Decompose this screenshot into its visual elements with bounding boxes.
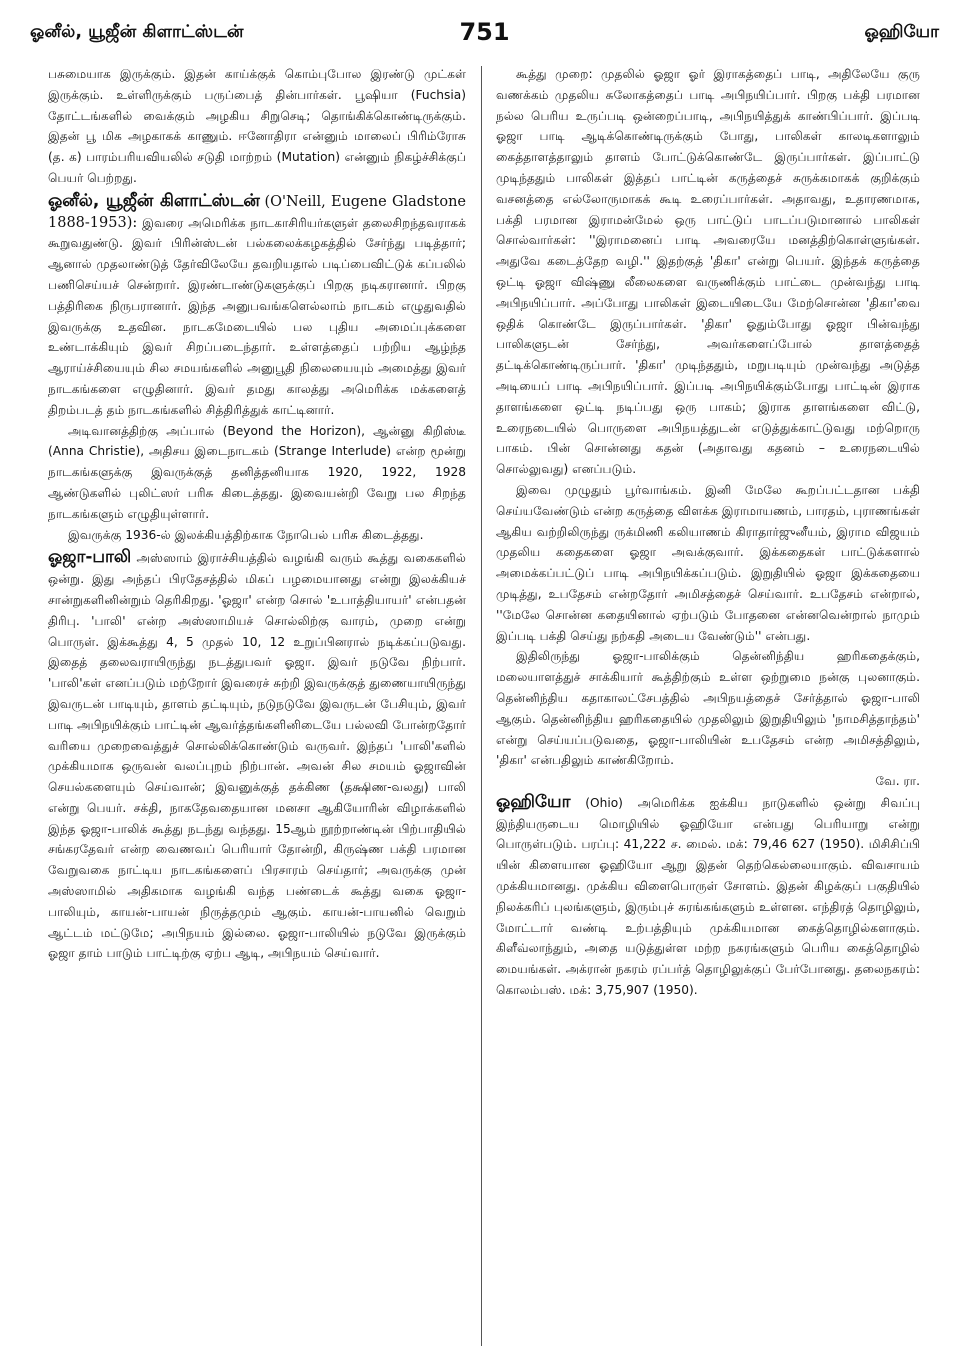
oneill-latin-name: (O'Neill, Eugene Gladstone 1888-1953): <box>48 193 466 231</box>
page-number: 751 <box>459 18 510 46</box>
page-header <box>30 18 939 48</box>
comparison-paragraph: இதிலிருந்து ஓஜா-பாலிக்கும் தென்னிந்திய ஹரிகதைக்கும், மலையாளத்துச் சாக்கியார் கூத்திற்கும் உள்ள ஒற்றுமை நன்கு புலனாகும். தென்னிந்திய கதாகாலட்சேபத்தில் அபிநயத்தைச் சேர்த்தால் ஓஜா-பாலி ஆகும். தென்னிந்திய ஹரிகதையில் முதலிலும் இறுதியிலும் 'நாமசித்தாந்தம்' என்று செய்யப்படுவதை, ஓஜா-பாலியின் உபதேசம் என்ற அமிசத்திலும், 'திகா' என்பதிலும் காண்கிறோம். <box>496 649 920 768</box>
author-signature: வே. ரா. <box>875 774 920 789</box>
header-right-guide-word: ஓஹியோ <box>864 22 939 42</box>
oneill-nobel-paragraph: இவருக்கு 1936-ல் இலக்கியத்திற்காக நோபெல் பரிசு கிடைத்தது. <box>68 527 424 542</box>
ojapali-text: அஸ்ஸாம் இராச்சியத்தில் வழங்கி வரும் கூத்து வகைகளில் ஒன்று. இது அந்தப் பிரதேசத்தில் மிகப் பழமையானது என்று இலக்கியச் சான்றுகளினின்றும் தெரிகிறது. 'ஓஜா' என்ற சொல் 'உபாத்தியாயர்' என்பதன் திரிபு. 'பாலி' என்ற அஸ்ஸாமியச் சொல்லிற்கு வாரம், முறை என்று பொருள். இக்கூத்து 4, 5 முதல் 10, 12 உறுப்பினரால் நடிக்கப்படுவது. இதைத் தலைவராயிருந்து நடத்துபவர் ஓஜா. இவர் நடுவே நிற்பார். 'பாலி'கள் எனப்படும் மற்றோர் இவரைச் சுற்றி இவருக்குத் துணையாயிருந்து இவருடன் பாடியும், தாளம் தட்டியும், நடுநடுவே இவருடன் பேசியும், இவர் பாடி அபிநயிக்கும் பாட்டின் ஆவர்த்தங்களினிடையே பல்லவி போன்றதோர் வரியை முறைவைத்துச் சொல்லிக்கொண்டும் வருவர். இந்தப் 'பாலி'களில் முக்கியமாக ஒருவன் வலப்புறம் நிற்பான். அவன் சில சமயம் ஓஜாவின் செயல்களையும் செய்வான்; இவனுக்குத் தக்கிண (தக்ஷிண-வலது) பாலி என்று பெயர். சக்தி, நாகதேவதையான மனசா ஆகியோரின் விழாக்களில் இந்த ஓஜா-பாலிக் கூத்து நடந்து வந்தது. 15ஆம் நூற்றாண்டின் பிற்பாதியில் சங்கரதேவர் என்ற வைணவப் பெரியார் தோன்றி, கிருஷ்ண பக்தி பரமான வேறுவகை நாட்டிய நாடகங்களைப் பிரசாரம் செய்தார்; அவருக்கு முன் அஸ்ஸாமில் அதிகமாக வழங்கி வந்த பண்டைக் கூத்து வகை ஓஜா-பாலியும், காயன்-பாயன் நிருத்தமும் ஆகும். காயன்-பாயனில் வெறும் ஆட்டம் மட்டுமே; அபிநயம் இல்லை. ஓஜா-பாலியில் நடுவே இருக்கும் ஓஜா தாம் பாடும் பாட்டிற்கு ஏற்ப ஆடி, அபிநயம் செய்வார். <box>48 551 466 961</box>
koothu-method-paragraph: கூத்து முறை: முதலில் ஓஜா ஓர் இராகத்தைப் பாடி, அதிலேயே குரு வணக்கம் முதலிய சுலோகத்தைப் பாடி அபிநயிப்பார். பிறகு பக்தி பரமான நல்ல பெரிய உருப்படி ஒன்றைப்பாடி, அபிநயித்துக் காண்பிப்பார். இப்படி ஓஜா பாடி ஆடிக்கொண்டிருக்கும் போது, பாலிகள் காலடிகளாலும் கைத்தாளத்தாலும் தாளம் போட்டுக்கொண்டே இருப்பார்கள். இப்பாட்டு முடிந்ததும் பாலிகள் இத்தப் பாட்டின் கருத்தைச் சுருக்கமாகக் குறிக்கும் வசனத்தை எல்லோருமாகக் கூடி உரைப்பார்கள். அதாவது, உதாரணமாக, பக்தி பரமான இராமன்மேல் ஒரு பாட்டுப் பாடப்படுமானால் பாலிகள் சொல்வார்கள்: ''இராமனைப் பாடி அவரையே மனத்திற்கொள்ளுங்கள். அதுவே கடைத்தேற வழி.'' இதற்குத் 'திகா' என்று பெயர். இந்தக் கருத்தை ஒட்டி ஓஜா விஷ்ணு லீலைகளை வருணிக்கும் பாட்டை முன்வந்து பாடி அபிநயிப்பார். அப்போது பாலிகள் இடையிடையே மேற்சொன்ன 'திகா'வை ஒதிக் கொண்டே இருப்பார்கள். 'திகா' ஓதும்போது ஓஜா பின்வந்து பாலிகளுடன் சேர்ந்து, அவர்களைப்போல் தாளத்தைத் தட்டிக்கொண்டிருப்பார். 'திகா' முடிந்ததும், மறுபடியும் முன்வந்து அடுத்த அடியைப் பாடி அபிநயிப்பார். இப்படி அபிநயிக்கும்போது பாட்டின் இராக தாளங்களை ஒட்டி நடிப்பது ஒரு பாகம்; இராக தாளங்களை விட்டு, உரைநடையில் பொருளை அபிநயத்துடன் எடுத்துக்காட்டுவது மற்றொரு பாகம். பின் சொன்னது கதன் (அதாவது கதனம் – உரைநடையில் சொல்லுவது) எனப்படும். <box>496 67 920 477</box>
ojapali-heading: ஓஜா-பாலி <box>48 547 132 568</box>
header-left-guide-word: ஓனீல், யூஜீன் கிளாட்ஸ்டன் <box>30 22 244 42</box>
oneill-text: இவரை அமெரிக்க நாடகாசிரியர்களுள் தலைசிறந்தவராகக் கூறுவதுண்டு. இவர் பிரின்ஸ்டன் பல்கலைக்கழகத்தில் சேர்ந்து படித்தார்; ஆனால் முதலாண்டுத் தேர்விலேயே தவறியதால் படிப்பைவிட்டுக் கப்பலில் பணிசெய்யச் சென்றார். இரண்டாண்டுகளுக்குப் பிறகு நடிகரானார். பிறகு பத்திரிகை நிருபரானார். இந்த அனுபவங்களெல்லாம் நாடகம் எழுதுவதில் இவருக்கு உதவின. நாடகமேடையில் பல புதிய அமைப்புக்களை உண்டாக்கியும் இவர் சிறப்படைந்தார். உள்ளத்தைப் பற்றிய ஆழ்ந்த ஆராய்ச்சியையும் சில சமயங்களில் அனுபூதி நிலையையும் அமைத்து இவர் நாடகங்களை எழுதினார். இவர் தமது காலத்து அமெரிக்க மக்களைத் திறம்படத் தம் நாடகங்களில் சித்திரித்துக் காட்டினார். <box>48 215 466 417</box>
ohio-entry <box>496 792 920 1001</box>
fuchsia-paragraph: பசுமையாக இருக்கும். இதன் காய்க்குக் கொம்புபோல இரண்டு முட்கள் இருக்கும். உள்ளிருக்கும் பருப்பைத் தின்பார்கள். பூஷியா (Fuchsia) தோட்டங்களில் வைக்கும் அழகிய சிறுசெடி; தொங்கிக்கொண்டிருக்கும். இதன் பூ மிக அழகாகக் காணும். ஈனோதிரா என்னும் மாலைப் பிரிம்ரோசு (த. க) பாரம்பரியவியலில் சடுதி மாற்றம் (Mutation) என்னும் நிகழ்ச்சிக்குப் பெயர் பெற்றது. <box>48 67 466 185</box>
ohio-text: (Ohio) அமெரிக்க ஐக்கிய நாடுகளில் ஒன்று சிவப்பு இந்தியருடைய மொழியில் ஓஹியோ என்பது பெரியாறு என்று பொருள்படும். பரப்பு: 41,222 ச. மைல். மக்: 79,46 627 (1950). மிசிசிப்பி யின் கிளையான ஓஹியோ ஆறு இதன் தெற்கெல்லையாகும். விவசாயம் முக்கியமானது. முக்கிய விளைபொருள் சோளம். இதன் கிழக்குப் பகுதியில் நிலக்கரிப் புலங்களும், இரும்புச் சுரங்கங்களும் உள்ளன. எந்திரத் தொழிலும், மோட்டார் வண்டி உற்பத்தியும் முக்கியமான கைத்தொழில்களாகும். கிளீவ்லாந்தும், அதை யடுத்துள்ள மற்ற நகரங்களும் பெரிய கைத்தொழில் மையங்கள். அக்ரான் நகரம் ரப்பர்த் தொழிலுக்குப் பேர்போனது. தலைநகரம்: கொலம்பஸ். மக்: 3,75,907 (1950). <box>496 795 920 998</box>
right-column <box>496 64 920 1354</box>
oneill-entry <box>48 191 466 421</box>
column-divider <box>481 66 482 1346</box>
ohio-heading: ஓஹியோ <box>496 791 571 812</box>
purvangam-paragraph: இவை முழுதும் பூர்வாங்கம். இனி மேலே கூறப்பட்டதான பக்தி செய்யவேண்டும் என்ற கருத்தை விளக்க இராமாயணம், பாரதம், புராணங்கள் ஆகிய வற்றிலிருந்து ருக்மிணி கலியாணம் கிராதார்ஜுனீயம், இராம விஜயம் முதலிய கதைகளை ஓஜா அவக்குவார். இக்கதைகள் பாட்டுக்களால் அமைக்கப்பட்டுப் பாடி அபிநயிக்கப்படும். இறுதியில் ஓஜா இக்கதையை முடித்து, உபதேசம் என்றதோர் அமிசத்தைச் செய்வார். உபதேசம் என்றால், ''மேலே சொன்ன கதையினால் ஏற்படும் போதனை என்னவென்றால் நாமும் இப்படி பக்தி செய்து நற்கதி அடைய வேண்டும்'' என்பது. <box>496 482 920 643</box>
left-column <box>48 64 466 1354</box>
signature-line <box>496 771 920 792</box>
oneill-heading: ஓனீல், யூஜீன் கிளாட்ஸ்டன் <box>48 190 260 211</box>
ojapali-entry <box>48 547 466 964</box>
oneill-awards-paragraph: அடிவானத்திற்கு அப்பால் (Beyond the Horizon), ஆன்னு கிறிஸ்டீ (Anna Christie), அதிசய இடைநாடகம் (Strange Interlude) என்ற மூன்று நாடகங்களுக்கு இவருக்குத் தனித்தனியாக 1920, 1922, 1928 ஆண்டுகளில் புலிட்ஸர் பரிசு கிடைத்தது. இவையன்றி வேறு பல சிறந்த நாடகங்களும் எழுதியுள்ளார். <box>48 423 466 521</box>
